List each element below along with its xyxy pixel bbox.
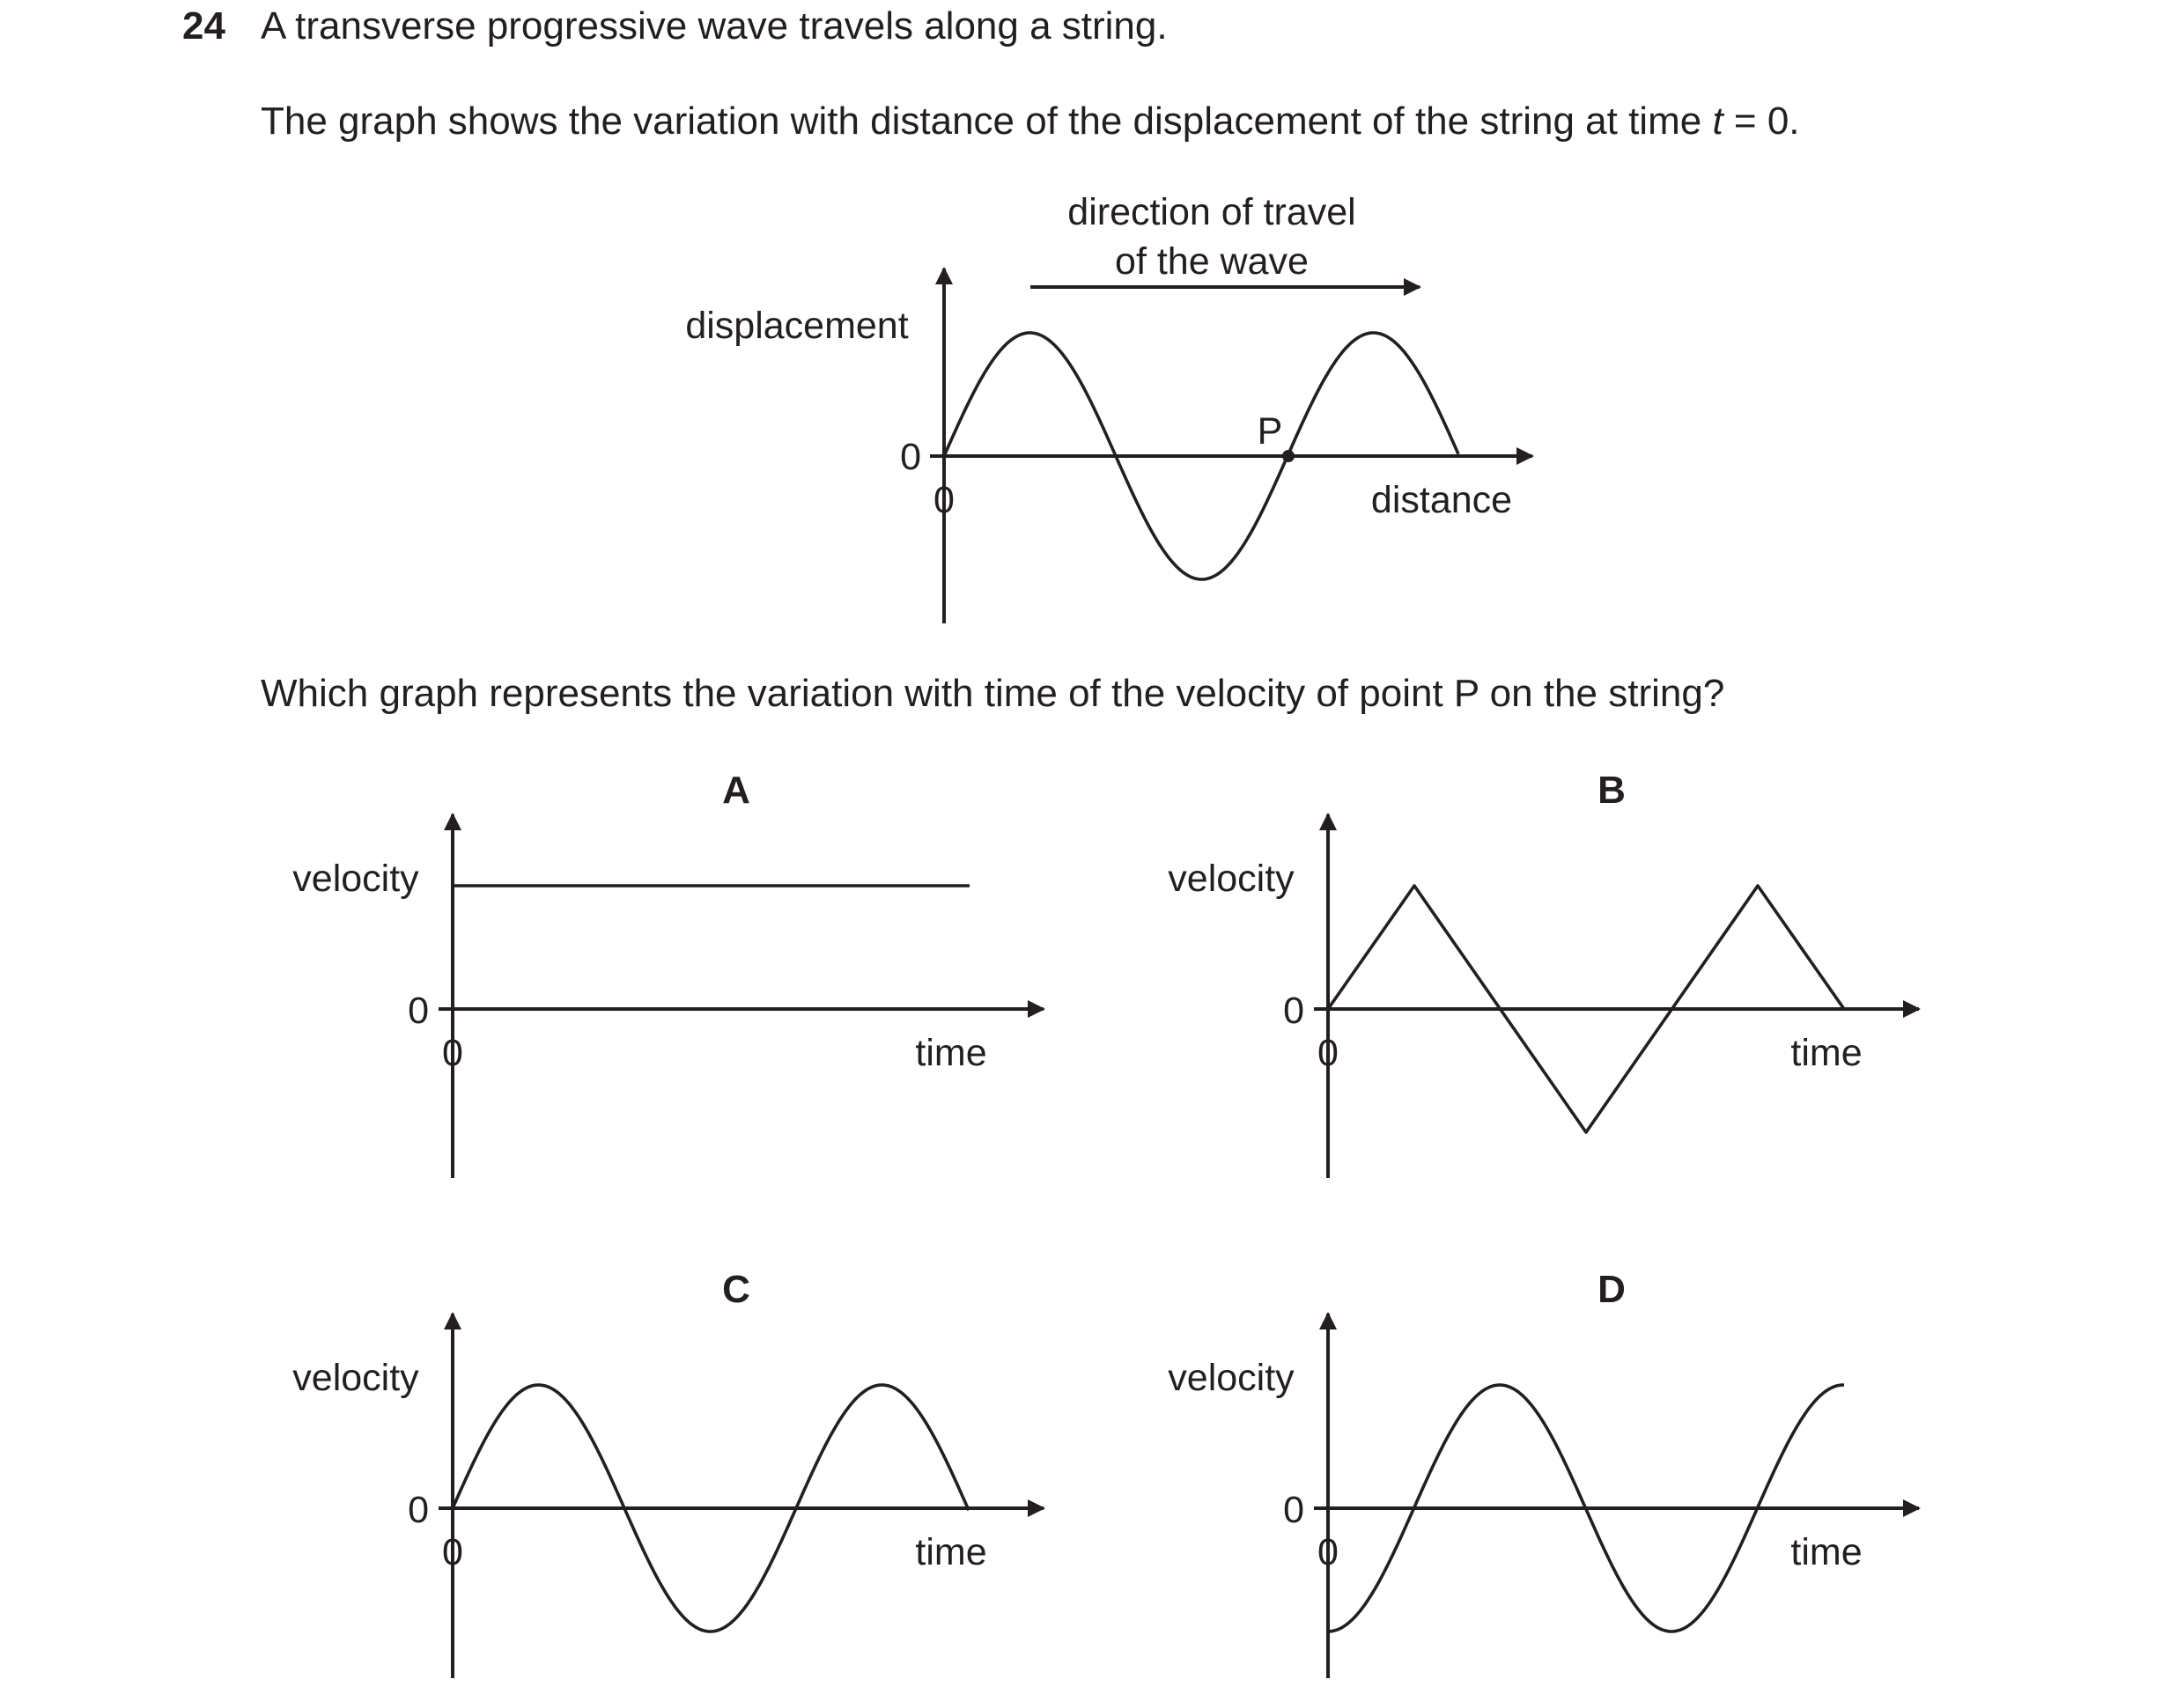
point-p-marker	[1282, 450, 1295, 462]
displacement-distance-graph	[685, 191, 1532, 623]
option-d-graph	[1168, 1268, 1919, 1678]
option-b-letter: B	[1597, 769, 1626, 812]
question-prompt: Which graph represents the variation with time of the velocity of point P on the string?	[261, 672, 1725, 715]
option-c-velocity-label: velocity	[292, 1357, 419, 1399]
option-d-letter: D	[1597, 1268, 1626, 1311]
distance-axis-label: distance	[1370, 479, 1513, 521]
option-b-velocity-label: velocity	[1168, 858, 1295, 900]
graph-description-suffix: = 0.	[1723, 99, 1800, 143]
option-b-origin-x: 0	[1317, 1032, 1339, 1074]
question-number: 24	[182, 4, 225, 48]
option-d-velocity-label: velocity	[1168, 1357, 1295, 1399]
time-variable: t	[1712, 99, 1723, 143]
option-b-origin-y: 0	[1283, 990, 1304, 1032]
question-intro: A transverse progressive wave travels along a string.	[261, 4, 1168, 48]
option-b-time-label: time	[1790, 1032, 1863, 1074]
option-c-origin-x: 0	[442, 1531, 463, 1573]
origin-x-label: 0	[933, 479, 955, 521]
option-c-letter: C	[722, 1268, 750, 1311]
option-a-origin-x: 0	[442, 1032, 463, 1074]
option-a-graph	[292, 769, 1044, 1178]
direction-label-line1: direction of travel	[1067, 191, 1356, 233]
origin-y-label: 0	[900, 436, 921, 478]
option-a-letter: A	[722, 769, 750, 812]
option-c-origin-y: 0	[408, 1489, 429, 1531]
option-c-graph	[292, 1268, 1044, 1678]
option-d-origin-y: 0	[1283, 1489, 1304, 1531]
option-a-origin-y: 0	[408, 990, 429, 1032]
option-a-velocity-label: velocity	[292, 858, 419, 900]
option-d-origin-x: 0	[1317, 1531, 1339, 1573]
displacement-axis-label: displacement	[685, 305, 909, 347]
option-d-time-label: time	[1790, 1531, 1863, 1573]
option-a-time-label: time	[915, 1032, 987, 1074]
option-c-time-label: time	[915, 1531, 987, 1573]
point-p-label: P	[1257, 410, 1283, 453]
graph-description-prefix: The graph shows the variation with distance of the displacement of the string at time	[261, 99, 1713, 143]
direction-label-line2: of the wave	[1115, 240, 1309, 283]
option-b-graph	[1168, 769, 1919, 1178]
